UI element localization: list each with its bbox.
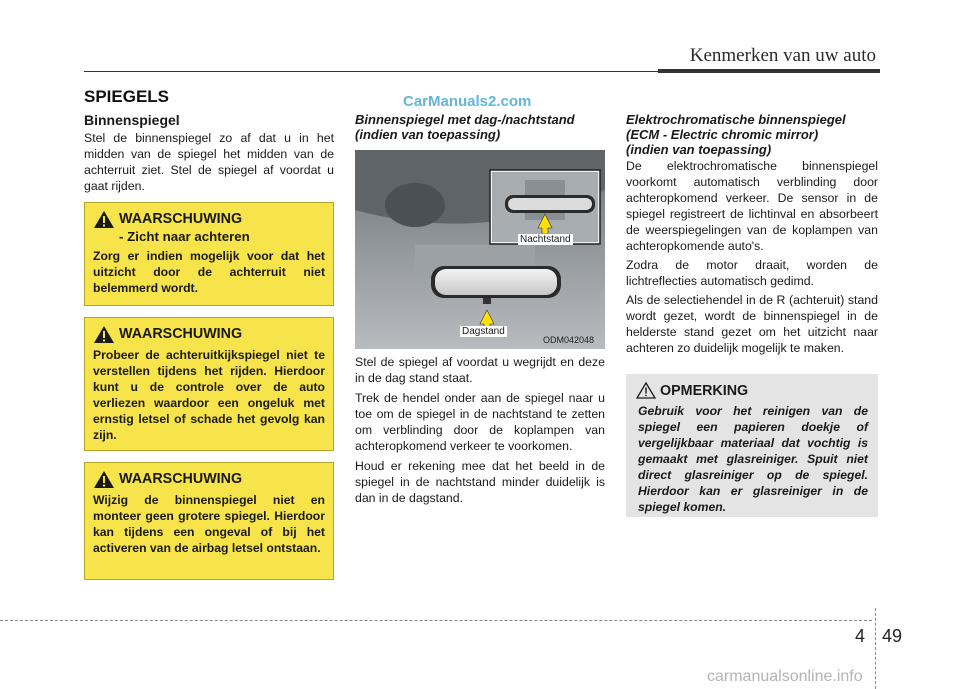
day-night-mirror-text (355, 354, 605, 510)
mirror-illustration (355, 150, 605, 349)
heading-line: (ECM - Electric chromic mirror) (626, 127, 819, 142)
warning-triangle-icon (93, 470, 115, 489)
warning-triangle-icon (93, 325, 115, 344)
paragraph: Houd er rekening mee dat het beeld in de spiegel in de nachtstand minder duidelijk is dan in de dagstand. (355, 459, 605, 505)
day-night-mirror-heading (355, 112, 605, 142)
page-number: 49 (882, 626, 903, 646)
heading-line: Binnenspiegel met dag-/nachtstand (355, 112, 575, 127)
warning-box-1 (84, 202, 334, 306)
warning-box-2 (84, 317, 334, 451)
warning-body: Wijzig de binnenspiegel niet en monteer geen grotere spiegel. Hierdoor kan tijdens een ongeval of bij het activeren van de airbag letsel ontstaan. (93, 493, 325, 555)
ecm-mirror-heading (626, 112, 878, 157)
ecm-mirror-text (626, 158, 878, 359)
note-box (626, 374, 878, 517)
figure-label-night: Nachtstand (520, 234, 571, 245)
header-bar (658, 69, 880, 73)
binnenspiegel-heading: Binnenspiegel (84, 112, 180, 128)
warning-subtitle: - Zicht naar achteren (119, 229, 250, 244)
caution-triangle-icon (636, 382, 656, 399)
section-title: SPIEGELS (84, 87, 170, 106)
note-body: Gebruik voor het reinigen van de spiegel een papieren doekje of vergelijkbaar materiaal dat vochtig is gemaakt met glasreiniger. Spuit niet direct glasreiniger op de spiegel. Hierdoor kan er glasreiniger in de spiegel komen. (638, 404, 868, 514)
footer-rule (0, 620, 872, 621)
watermark-bottom: carmanualsonline.info (707, 668, 863, 685)
paragraph: De elektrochromatische binnenspiegel voorkomt automatisch verblinding door achteropkomend verkeer. De sensor in de spiegel registreert de lichtinval en absorbeert de weerspiegelingen van de koplampen van achteropkomende auto's. (626, 159, 878, 253)
heading-line: (indien van toepassing) (626, 142, 772, 157)
warning-title: WAARSCHUWING (119, 471, 243, 487)
chapter-number: 4 (855, 626, 866, 646)
watermark-top: CarManuals2.com (403, 93, 532, 110)
paragraph: Trek de hendel onder aan de spiegel naar u toe om de spiegel in de nachtstand te zetten om verblinding door de koplampen van achteropkomend verkeer te voorkomen. (355, 391, 605, 453)
note-title: OPMERKING (660, 382, 749, 399)
warning-box-3 (84, 462, 334, 580)
figure-code: ODM042048 (543, 335, 595, 345)
warning-title: WAARSCHUWING (119, 211, 243, 227)
heading-line: (indien van toepassing) (355, 127, 501, 142)
mirror-figure (355, 150, 605, 349)
binnenspiegel-text: Stel de binnenspiegel zo af dat u in het midden van de spiegel het midden van de achterruit ziet. Stel de spiegel af voordat u gaat rijden. (84, 131, 334, 193)
header-rule (84, 71, 658, 72)
figure-label-day: Dagstand (462, 326, 505, 337)
warning-title: WAARSCHUWING (119, 326, 243, 342)
header-title: Kenmerken van uw auto (689, 45, 876, 66)
warning-body: Probeer de achteruitkijkspiegel niet te verstellen tijdens het rijden. Hierdoor kunt u de controle over de auto verliezen waardoor een ongeluk met ernstig letsel of schade het gevolg kan zijn. (93, 348, 325, 442)
heading-line: Elektrochromatische binnenspiegel (626, 112, 846, 127)
paragraph: Stel de spiegel af voordat u wegrijdt en deze in de dag stand staat. (355, 355, 605, 385)
warning-triangle-icon (93, 210, 115, 229)
warning-body: Zorg er indien mogelijk voor dat het uitzicht door de achterruit niet belemmerd wordt. (93, 249, 325, 295)
paragraph: Als de selectiehendel in de R (achteruit) stand wordt gezet, wordt de binnenspiegel in de helderste stand gezet om het uitzicht naar achteren zo duidelijk mogelijk te maken. (626, 293, 878, 355)
footer-divider (875, 608, 876, 689)
paragraph: Zodra de motor draait, worden de lichtreflecties automatisch gedimd. (626, 258, 878, 288)
